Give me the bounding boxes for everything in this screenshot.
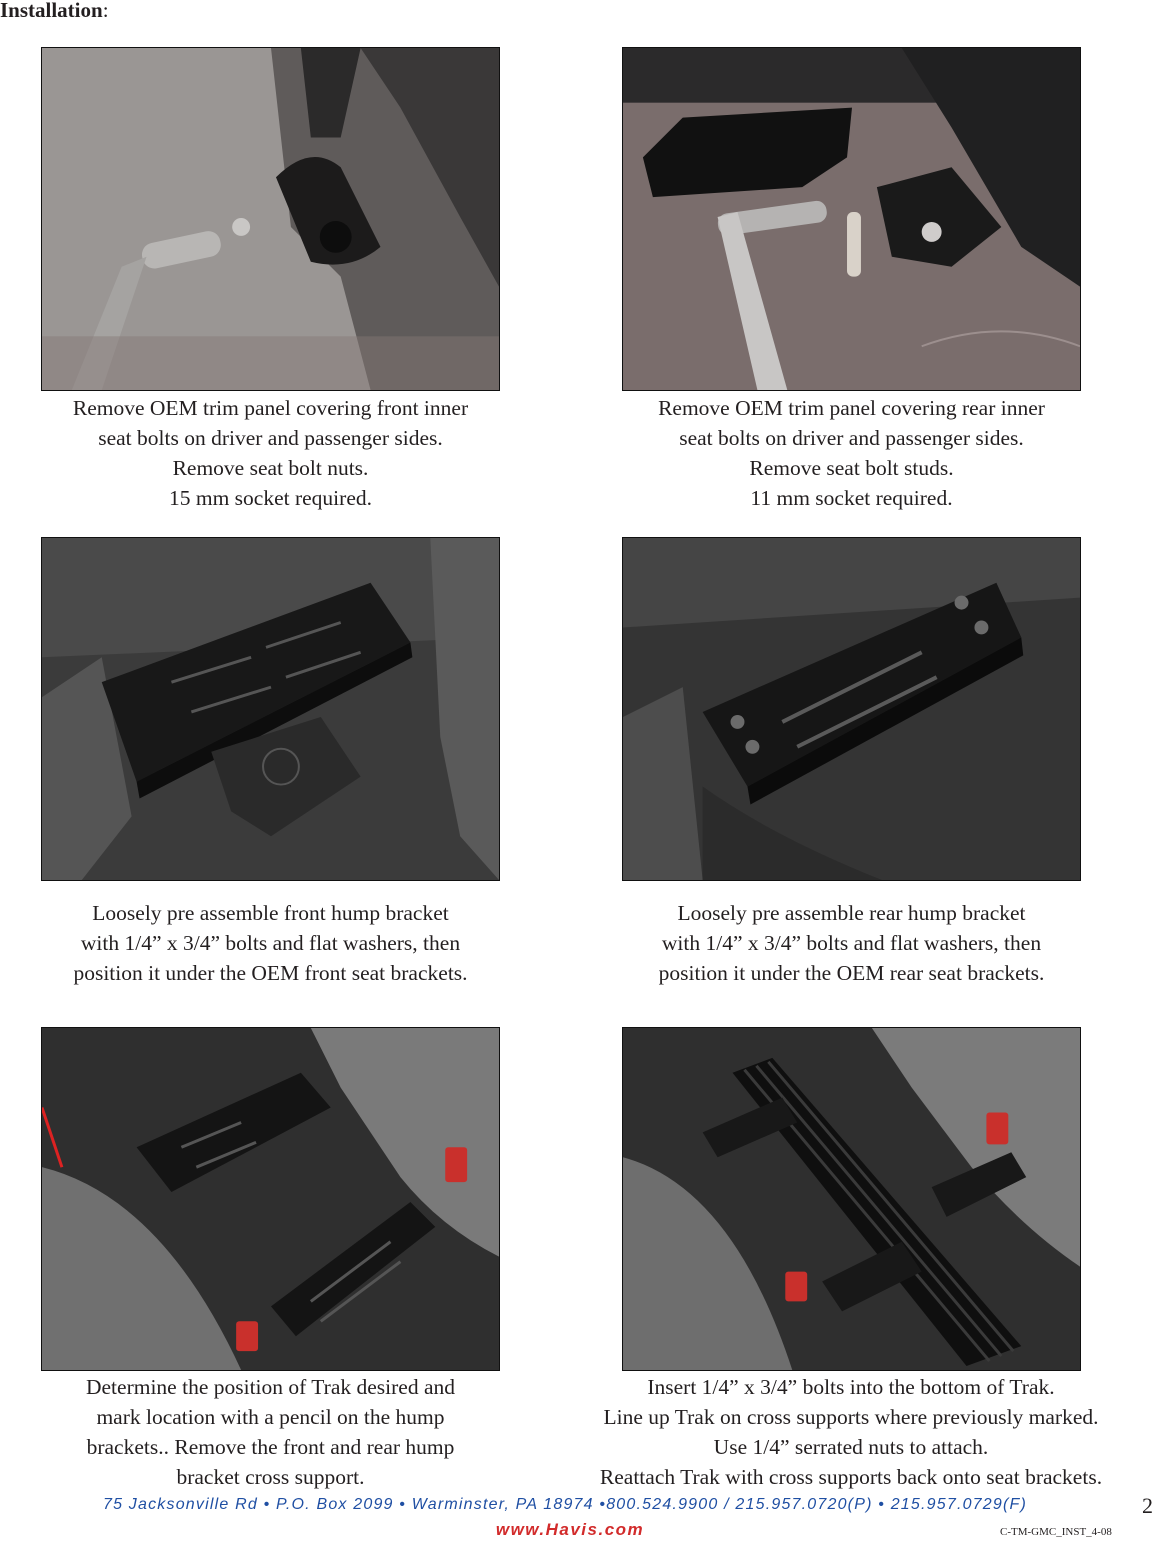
step-3-image (42, 538, 499, 880)
step-4-image (623, 538, 1080, 880)
step-1-photo (41, 47, 500, 391)
step-4-photo (622, 537, 1081, 881)
step-1-image (42, 48, 499, 390)
step-3-caption: Loosely pre assemble front hump bracket with 1/4” x 3/4” bolts and flat washers, then position it under the OEM front seat brackets. (73, 901, 468, 985)
section-heading: Installation: (0, 0, 109, 22)
step-5-caption: Determine the position of Trak desired and mark location with a pencil on the hump brackets.. Remove the front and rear hump bracket cross support. (85, 1375, 456, 1489)
footer-address: 75 Jacksonville Rd • P.O. Box 2099 • Warminster, PA 18974 •800.524.9900 / 215.957.0720(P) • 215.957.0729(F) (102, 1496, 1028, 1513)
step-3-photo (41, 537, 500, 881)
footer-website-link[interactable]: www.Havis.com (495, 1520, 645, 1539)
step-4-caption: Loosely pre assemble rear hump bracket with 1/4” x 3/4” bolts and flat washers, then position it under the OEM rear seat brackets. (658, 901, 1045, 985)
step-6-photo (622, 1027, 1081, 1371)
document-code: C-TM-GMC_INST_4-08 (1000, 1526, 1112, 1538)
step-5-image (42, 1028, 499, 1370)
step-6-image (623, 1028, 1080, 1370)
step-1-caption: Remove OEM trim panel covering front inner seat bolts on driver and passenger sides. Remove seat bolt nuts. 15 mm socket required. (72, 396, 469, 510)
step-5-photo (41, 1027, 500, 1371)
step-2-image (623, 48, 1080, 390)
step-2-photo (622, 47, 1081, 391)
page-number: 2 (1142, 1493, 1153, 1518)
step-6-caption: Insert 1/4” x 3/4” bolts into the bottom of Trak. Line up Trak on cross supports where previously marked. Use 1/4” serrated nuts to attach. Reattach Trak with cross supports back onto seat brackets. (599, 1375, 1103, 1489)
step-2-caption: Remove OEM trim panel covering rear inner seat bolts on driver and passenger sides. Remove seat bolt studs. 11 mm socket required. (658, 396, 1045, 510)
